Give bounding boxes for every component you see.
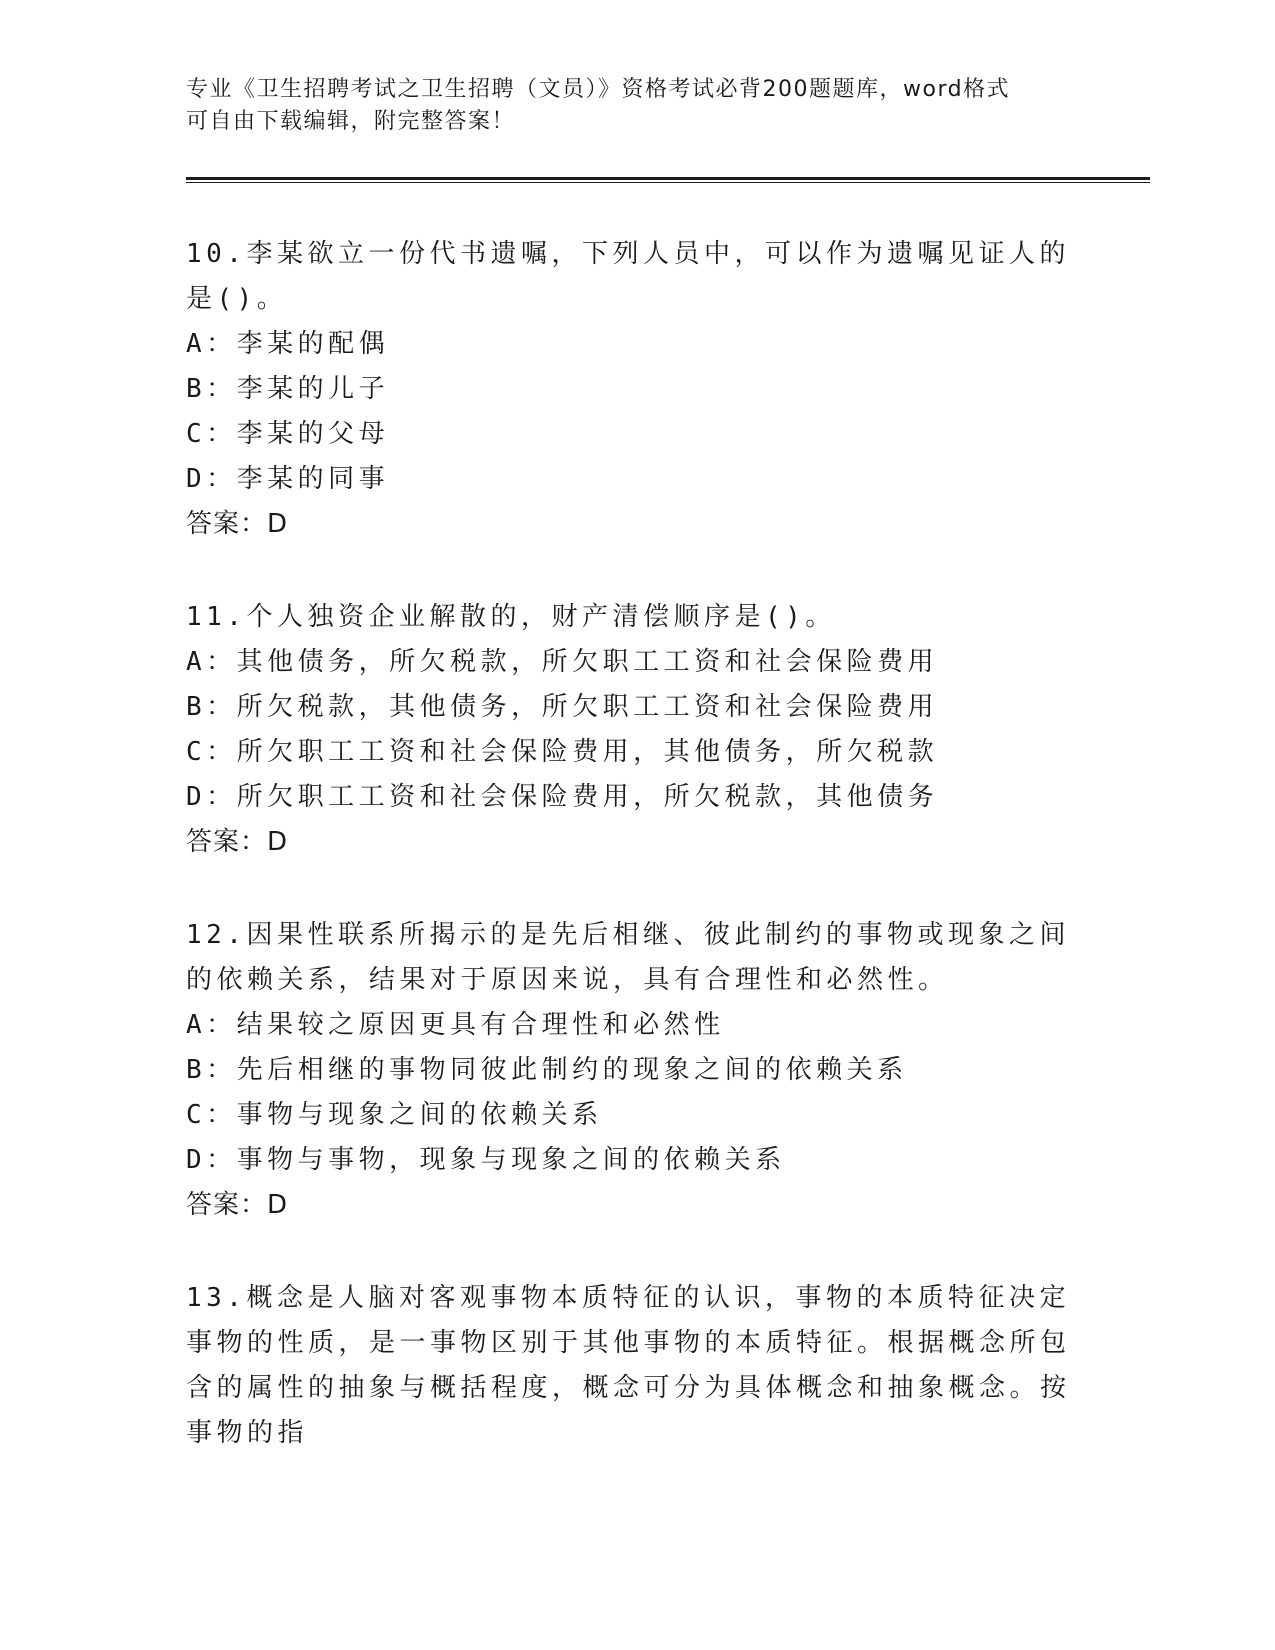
question-stem: 12.因果性联系所揭示的是先后相继、彼此制约的事物或现象之间的依赖关系，结果对于原因来说，具有合理性和必然性。 xyxy=(186,920,1070,995)
option-d: D：事物与事物，现象与现象之间的依赖关系 xyxy=(186,1145,786,1175)
question-stem: 13.概念是人脑对客观事物本质特征的认识，事物的本质特征决定事物的性质，是一事物区别于其他事物的本质特征。根据概念所包含的属性的抽象与概括程度，概念可分为具体概念和抽象概念。按事物的指 xyxy=(186,1283,1071,1448)
option-d: D：李某的同事 xyxy=(186,464,390,494)
question-10 xyxy=(186,232,1076,547)
question-stem: 10.李某欲立一份代书遗嘱，下列人员中，可以作为遗嘱见证人的是()。 xyxy=(186,239,1070,314)
option-a: A：李某的配偶 xyxy=(186,329,390,359)
answer-line: 答案：D xyxy=(186,1190,289,1220)
question-11 xyxy=(186,595,1076,865)
question-stem: 11.个人独资企业解散的，财产清偿顺序是()。 xyxy=(186,602,836,632)
option-a: A：结果较之原因更具有合理性和必然性 xyxy=(186,1010,725,1040)
question-list xyxy=(186,232,1076,1504)
header-divider-thin xyxy=(186,182,1150,183)
answer-line: 答案：D xyxy=(186,509,289,539)
option-c: C：所欠职工工资和社会保险费用，其他债务，所欠税款 xyxy=(186,737,939,767)
intro-line-2: 可自由下载编辑，附完整答案！ xyxy=(186,109,516,134)
option-d: D：所欠职工工资和社会保险费用，所欠税款，其他债务 xyxy=(186,782,939,812)
option-b: B：李某的儿子 xyxy=(186,374,390,404)
option-b: B：先后相继的事物同彼此制约的现象之间的依赖关系 xyxy=(186,1055,908,1085)
document-intro xyxy=(186,74,1066,138)
question-12 xyxy=(186,913,1076,1228)
question-13 xyxy=(186,1276,1076,1456)
option-b: B：所欠税款，其他债务，所欠职工工资和社会保险费用 xyxy=(186,692,939,722)
option-c: C：李某的父母 xyxy=(186,419,390,449)
option-c: C：事物与现象之间的依赖关系 xyxy=(186,1100,603,1130)
intro-line-1: 专业《卫生招聘考试之卫生招聘（文员）》资格考试必背200题题库，word格式 xyxy=(186,77,1011,102)
option-a: A：其他债务，所欠税款，所欠职工工资和社会保险费用 xyxy=(186,647,939,677)
header-divider-thick xyxy=(186,177,1150,180)
answer-line: 答案：D xyxy=(186,827,289,857)
